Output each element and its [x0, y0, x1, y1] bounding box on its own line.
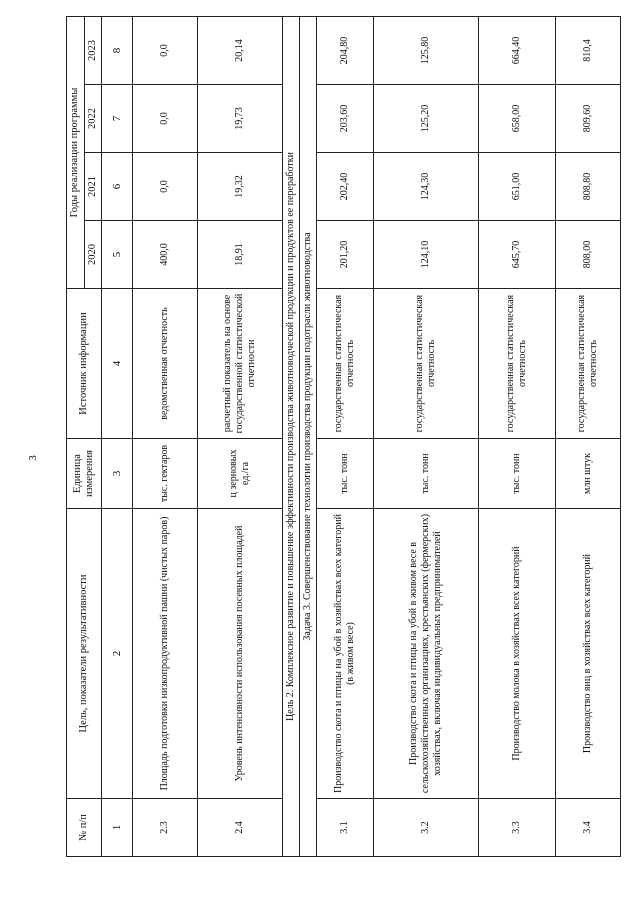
- row-value: 124,10: [374, 221, 479, 289]
- row-value: 18,91: [198, 221, 283, 289]
- table-row: [556, 17, 621, 857]
- indicators-table: [66, 16, 621, 857]
- row-value: 809,60: [556, 85, 621, 153]
- header-source: Источник информации: [67, 289, 102, 439]
- row-unit: тыс. гектаров: [133, 439, 198, 509]
- row-value: 203,60: [317, 85, 374, 153]
- row-value: 20,14: [198, 17, 283, 85]
- table-row: [198, 17, 283, 857]
- column-index: 7: [102, 85, 133, 153]
- row-unit: тыс. тонн: [374, 439, 479, 509]
- column-index: 2: [102, 509, 133, 799]
- row-num: 3.2: [374, 799, 479, 857]
- row-value: 19,73: [198, 85, 283, 153]
- column-index: 4: [102, 289, 133, 439]
- row-value: 658,00: [479, 85, 556, 153]
- row-value: 124,30: [374, 153, 479, 221]
- table-row: [317, 17, 374, 857]
- row-value: 651,00: [479, 153, 556, 221]
- row-source: государственная статистическая отчетность: [479, 289, 556, 439]
- goal-section-row: [283, 17, 300, 857]
- rotated-page-content: [66, 17, 600, 857]
- header-goal: Цель, показатели результативности: [67, 509, 102, 799]
- row-value: 664,40: [479, 17, 556, 85]
- row-value: 125,20: [374, 85, 479, 153]
- row-value: 808,80: [556, 153, 621, 221]
- row-value: 201,20: [317, 221, 374, 289]
- row-value: 202,40: [317, 153, 374, 221]
- column-index: 8: [102, 17, 133, 85]
- row-value: 19,32: [198, 153, 283, 221]
- row-name: Производство молока в хозяйствах всех категорий: [479, 509, 556, 799]
- row-value: 645,70: [479, 221, 556, 289]
- column-index: 6: [102, 153, 133, 221]
- table-row: [374, 17, 479, 857]
- header-year: 2023: [84, 17, 102, 85]
- row-unit: ц зерновых ед./га: [198, 439, 283, 509]
- header-row-1: [67, 17, 85, 857]
- row-num: 3.1: [317, 799, 374, 857]
- row-source: государственная статистическая отчетность: [556, 289, 621, 439]
- row-source: государственная статистическая отчетность: [374, 289, 479, 439]
- row-value: 810,4: [556, 17, 621, 85]
- table-row: [479, 17, 556, 857]
- row-unit: млн штук: [556, 439, 621, 509]
- header-num: № п/п: [67, 799, 102, 857]
- row-value: 0,0: [133, 17, 198, 85]
- row-name: Площадь подготовки низкопродуктивной пашни (чистых паров): [133, 509, 198, 799]
- row-num: 2.4: [198, 799, 283, 857]
- row-value: 0,0: [133, 153, 198, 221]
- column-index: 1: [102, 799, 133, 857]
- row-value: 808,00: [556, 221, 621, 289]
- header-years-group: Годы реализации программы: [67, 17, 85, 289]
- row-source: государственная статистическая отчетность: [317, 289, 374, 439]
- row-num: 3.3: [479, 799, 556, 857]
- row-name: Уровень интенсивности использования посевных площадей: [198, 509, 283, 799]
- row-value: 125,80: [374, 17, 479, 85]
- column-index-row: [102, 17, 133, 857]
- row-name: Производство скота и птицы на убой в хозяйствах всех категорий (в живом весе): [317, 509, 374, 799]
- column-index: 3: [102, 439, 133, 509]
- task-3-heading: Задача 3. Совершенствование технологии производства продукции подотрасли животноводства: [300, 17, 317, 857]
- header-year: 2020: [84, 221, 102, 289]
- header-year: 2022: [84, 85, 102, 153]
- task-section-row: [300, 17, 317, 857]
- row-name: Производство яиц в хозяйствах всех категорий: [556, 509, 621, 799]
- goal-2-heading: Цель 2. Комплексное развитие и повышение эффективности производства животноводческой продукции и продуктов ее переработки: [283, 17, 300, 857]
- row-source: ведомственная отчетность: [133, 289, 198, 439]
- row-num: 2.3: [133, 799, 198, 857]
- row-num: 3.4: [556, 799, 621, 857]
- header-year: 2021: [84, 153, 102, 221]
- row-value: 0,0: [133, 85, 198, 153]
- column-index: 5: [102, 221, 133, 289]
- page-number: 3: [26, 455, 39, 461]
- row-value: 204,80: [317, 17, 374, 85]
- header-unit: Единица измерения: [67, 439, 102, 509]
- table-row: [133, 17, 198, 857]
- row-value: 400,0: [133, 221, 198, 289]
- row-unit: тыс. тонн: [317, 439, 374, 509]
- row-source: расчетный показатель на основе государственной статистической отчетности: [198, 289, 283, 439]
- row-unit: тыс. тонн: [479, 439, 556, 509]
- row-name: Производство скота и птицы на убой в живом весе в сельскохозяйственных организациях, крестьянских (фермерских) хозяйствах, включая индивидуальных предпринимателей: [374, 509, 479, 799]
